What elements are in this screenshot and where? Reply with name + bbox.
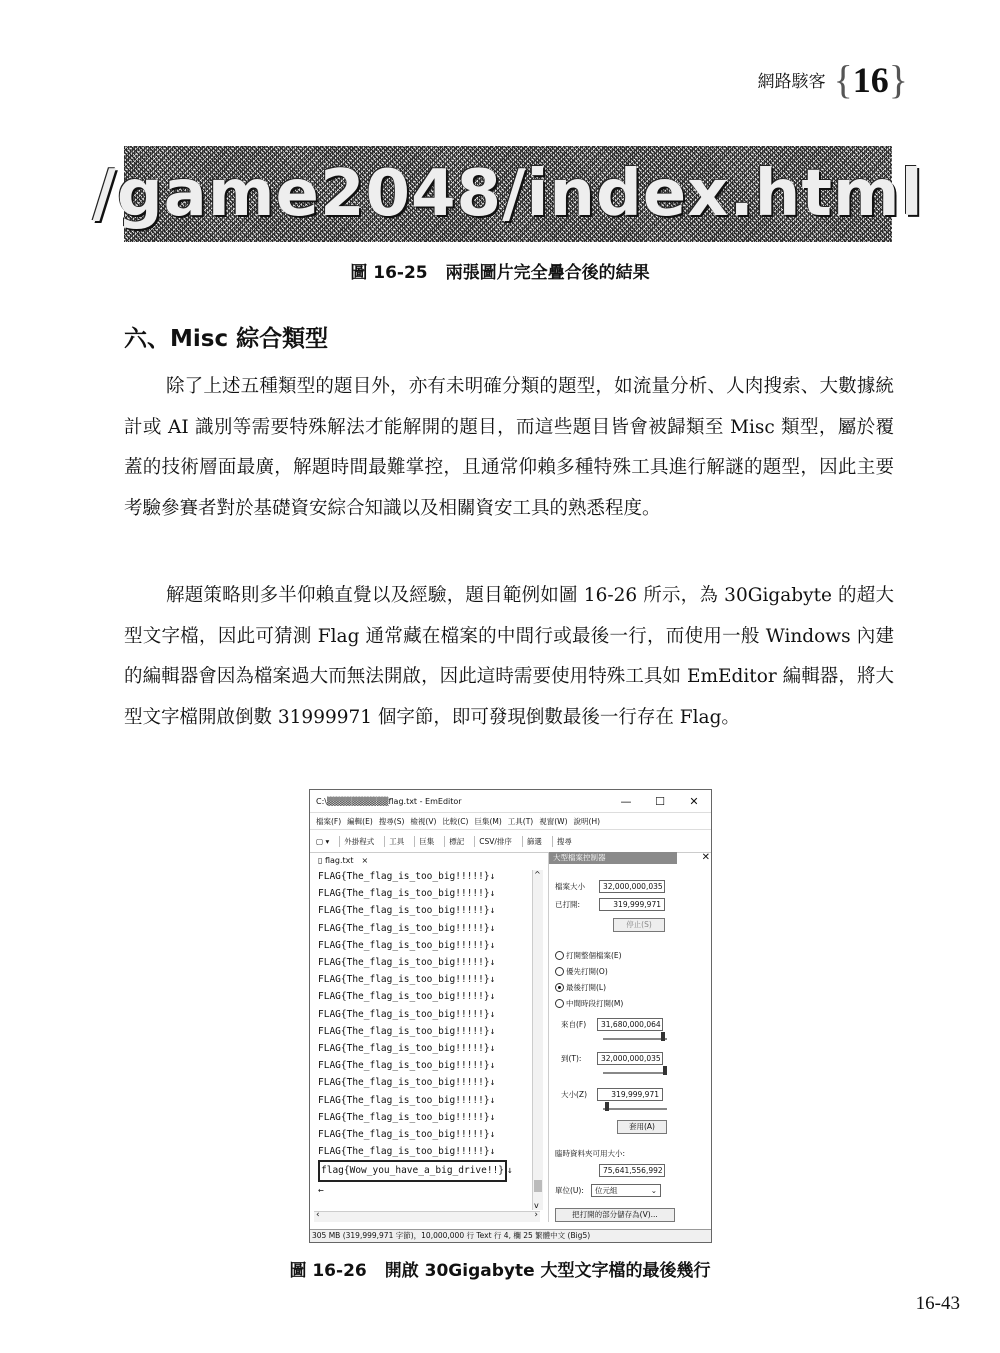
radio-icon — [555, 999, 564, 1008]
stop-button[interactable]: 停止(S) — [613, 918, 665, 932]
editor-line: FLAG{The_flag_is_too_big!!!!!}↓ — [318, 1060, 496, 1072]
section-title: 六、Misc 綜合類型 — [124, 326, 329, 352]
window-title: C:\▒▒▒▒▒▒▒▒▒▒flag.txt - EmEditor — [316, 796, 462, 806]
radio-icon — [555, 951, 564, 960]
editor-line: FLAG{The_flag_is_too_big!!!!!}↓ — [318, 939, 496, 951]
apply-button[interactable]: 套用(A) — [617, 1120, 667, 1134]
editor-line: FLAG{The_flag_is_too_big!!!!!}↓ — [318, 871, 496, 882]
size-label: 大小(Z) — [561, 1090, 587, 1099]
editor-line: FLAG{The_flag_is_too_big!!!!!}↓ — [318, 1146, 496, 1158]
radio-icon — [555, 967, 564, 976]
unit-label: 單位(U): — [555, 1186, 584, 1195]
size-slider-thumb[interactable] — [605, 1102, 609, 1111]
scroll-down-icon[interactable]: v — [534, 1201, 539, 1210]
figure-caption-text: 兩張圖片完全疊合後的結果 — [445, 263, 650, 283]
radio-open-all[interactable]: 打開整個檔案(E) — [555, 950, 622, 961]
menu-view[interactable]: 檢視(V) — [410, 816, 437, 826]
menu-edit[interactable]: 編輯(E) — [347, 816, 373, 826]
figure-16-25-image — [92, 146, 924, 242]
unit-select[interactable]: 位元組 ⌄ — [591, 1184, 661, 1197]
editor-line: FLAG{The_flag_is_too_big!!!!!}↓ — [318, 1094, 496, 1106]
radio-open-first[interactable]: 優先打開(O) — [555, 966, 608, 977]
scroll-up-icon[interactable]: ^ — [534, 870, 541, 879]
menu-help[interactable]: 說明(H) — [573, 816, 601, 826]
toolbar-search[interactable]: 搜尋 — [552, 836, 572, 847]
opened-value: 319,999,971 — [599, 898, 665, 911]
running-header — [758, 56, 908, 103]
emeditor-screenshot — [309, 789, 712, 1243]
figure-16-25-caption — [0, 258, 1000, 283]
menu-bar — [310, 813, 711, 829]
toolbar — [310, 829, 711, 853]
chapter-number: { 16 } — [833, 57, 908, 102]
text-editor[interactable] — [314, 868, 536, 1206]
header-title: 網路駭客 — [757, 72, 826, 92]
vertical-scrollbar[interactable] — [532, 870, 543, 1210]
size-input[interactable]: 319,999,971 — [597, 1088, 663, 1101]
to-input[interactable]: 32,000,000,035 — [597, 1052, 663, 1065]
menu-file[interactable]: 檔案(F) — [316, 816, 342, 826]
temp-folder-label: 臨時資料夾可用大小: — [555, 1149, 626, 1158]
toolbar-markers[interactable]: 標記 — [444, 836, 464, 847]
from-input[interactable]: 31,680,000,064 — [597, 1018, 663, 1031]
scroll-right-icon[interactable]: › — [534, 1210, 538, 1220]
figure-16-26-caption — [0, 1256, 1000, 1281]
editor-line: FLAG{The_flag_is_too_big!!!!!}↓ — [318, 1008, 496, 1020]
paragraph-1: 除了上述五種類型的題目外，亦有未明確分類的題型，如流量分析、人肉搜索、大數據統計或 AI 識別等需要特殊解法才能解開的題目，而這些題目皆會被歸類至 Misc 類型，屬於覆蓋的技術層面最廣，解題時間最難掌控，且通常仰賴多種特殊工具進行解謎的題型，因此主要考驗參賽者對於基礎資安綜合知識以及相關資安工具的熟悉程度。 — [124, 376, 894, 519]
editor-line: FLAG{The_flag_is_too_big!!!!!}↓ — [318, 1025, 496, 1037]
file-size-value: 32,000,000,035 — [599, 880, 665, 893]
from-label: 來自(F) — [561, 1020, 587, 1029]
editor-line: FLAG{The_flag_is_too_big!!!!!}↓ — [318, 1129, 496, 1141]
menu-macro[interactable]: 巨集(M) — [474, 816, 502, 826]
scroll-left-icon[interactable]: ‹ — [316, 1210, 320, 1220]
editor-line: FLAG{The_flag_is_too_big!!!!!}↓ — [318, 1111, 496, 1123]
flag-line — [318, 1160, 536, 1181]
menu-compare[interactable]: 比較(C) — [442, 816, 469, 826]
minimize-icon[interactable]: — — [620, 794, 632, 808]
toolbar-tools[interactable]: 工具 — [384, 836, 404, 847]
size-slider[interactable] — [603, 1108, 667, 1110]
editor-line: FLAG{The_flag_is_too_big!!!!!}↓ — [318, 974, 496, 986]
radio-selected-icon — [555, 983, 564, 992]
figure-caption-text: 開啟 30Gigabyte 大型文字檔的最後幾行 — [384, 1261, 711, 1281]
radio-open-last[interactable]: 最後打開(L) — [555, 982, 606, 993]
file-tab[interactable] — [310, 852, 558, 868]
file-tab-label: flag.txt — [324, 855, 354, 865]
panel-close-icon[interactable]: ✕ — [701, 852, 710, 863]
editor-line: FLAG{The_flag_is_too_big!!!!!}↓ — [318, 1043, 496, 1055]
eof-mark: ← — [318, 1184, 324, 1196]
editor-line: FLAG{The_flag_is_too_big!!!!!}↓ — [318, 1077, 496, 1089]
editor-line: FLAG{The_flag_is_too_big!!!!!}↓ — [318, 905, 496, 917]
figure-image-text: /game2048/index.html — [92, 157, 924, 231]
menu-tools[interactable]: 工具(T) — [507, 816, 534, 826]
editor-line: FLAG{The_flag_is_too_big!!!!!}↓ — [318, 922, 496, 934]
from-slider[interactable] — [603, 1038, 667, 1040]
editor-line: FLAG{The_flag_is_too_big!!!!!}↓ — [318, 957, 496, 969]
to-slider-thumb[interactable] — [663, 1066, 667, 1075]
opened-label: 已打開: — [555, 900, 581, 909]
tab-close-icon[interactable]: × — [361, 855, 369, 865]
window-titlebar — [310, 790, 711, 813]
menu-search[interactable]: 搜尋(S) — [378, 816, 405, 826]
temp-folder-value: 75,641,556,992 — [599, 1164, 665, 1177]
toolbar-csv[interactable]: CSV/排序 — [474, 836, 512, 847]
to-slider[interactable] — [603, 1072, 667, 1074]
to-label: 到(T): — [561, 1054, 582, 1063]
panel-title: 大型檔案控制器 — [549, 852, 677, 864]
large-file-controller-panel — [548, 852, 710, 1222]
file-icon: ▯ — [318, 855, 325, 865]
line-end-mark: ↓ — [507, 1165, 513, 1177]
paragraph-2: 解題策略則多半仰賴直覺以及經驗，題目範例如圖 16-26 所示，為 30Gigabyte 的超大型文字檔，因此可猜測 Flag 通常藏在檔案的中間行或最後一行，而使用一般 Windows 內建的編輯器會因為檔案過大而無法開啟，因此這時需要使用特殊工具如 EmEditor 編輯器，將大型文字檔開啟倒數 31999971 個字節，即可發現倒數最後一行存在 Flag。 — [124, 585, 894, 728]
close-icon[interactable]: ✕ — [689, 794, 699, 808]
radio-open-middle[interactable]: 中間時段打開(M) — [555, 998, 623, 1009]
figure-label: 圖 16-25 — [350, 263, 428, 283]
file-size-label: 檔案大小 — [555, 882, 585, 891]
status-bar: 305 MB (319,999,971 字節)，10,000,000 行 Text 行 4, 欄 25 繁體中文 (Big5) — [310, 1229, 712, 1242]
page-number: 16-43 — [915, 1293, 960, 1314]
flag-highlight: flag{Wow_you_have_a_big_drive!!} — [318, 1160, 507, 1181]
menu-window[interactable]: 視窗(W) — [539, 816, 568, 826]
horizontal-scrollbar[interactable] — [314, 1211, 540, 1222]
scroll-thumb[interactable] — [534, 1180, 542, 1192]
toolbar-filter[interactable]: 篩選 — [522, 836, 542, 847]
editor-line: FLAG{The_flag_is_too_big!!!!!}↓ — [318, 991, 496, 1003]
chevron-down-icon: ⌄ — [650, 1186, 657, 1195]
save-opened-part-button[interactable]: 把打開的部分儲存為(V)... — [555, 1208, 675, 1222]
toolbar-plugins[interactable]: 外掛程式 — [339, 836, 374, 847]
new-file-button[interactable]: ▢ ▾ — [316, 836, 330, 846]
editor-line: FLAG{The_flag_is_too_big!!!!!}↓ — [318, 888, 496, 900]
figure-label: 圖 16-26 — [289, 1261, 367, 1281]
toolbar-macros[interactable]: 巨集 — [414, 836, 434, 847]
maximize-icon[interactable]: ☐ — [655, 794, 665, 808]
from-slider-thumb[interactable] — [661, 1032, 665, 1041]
